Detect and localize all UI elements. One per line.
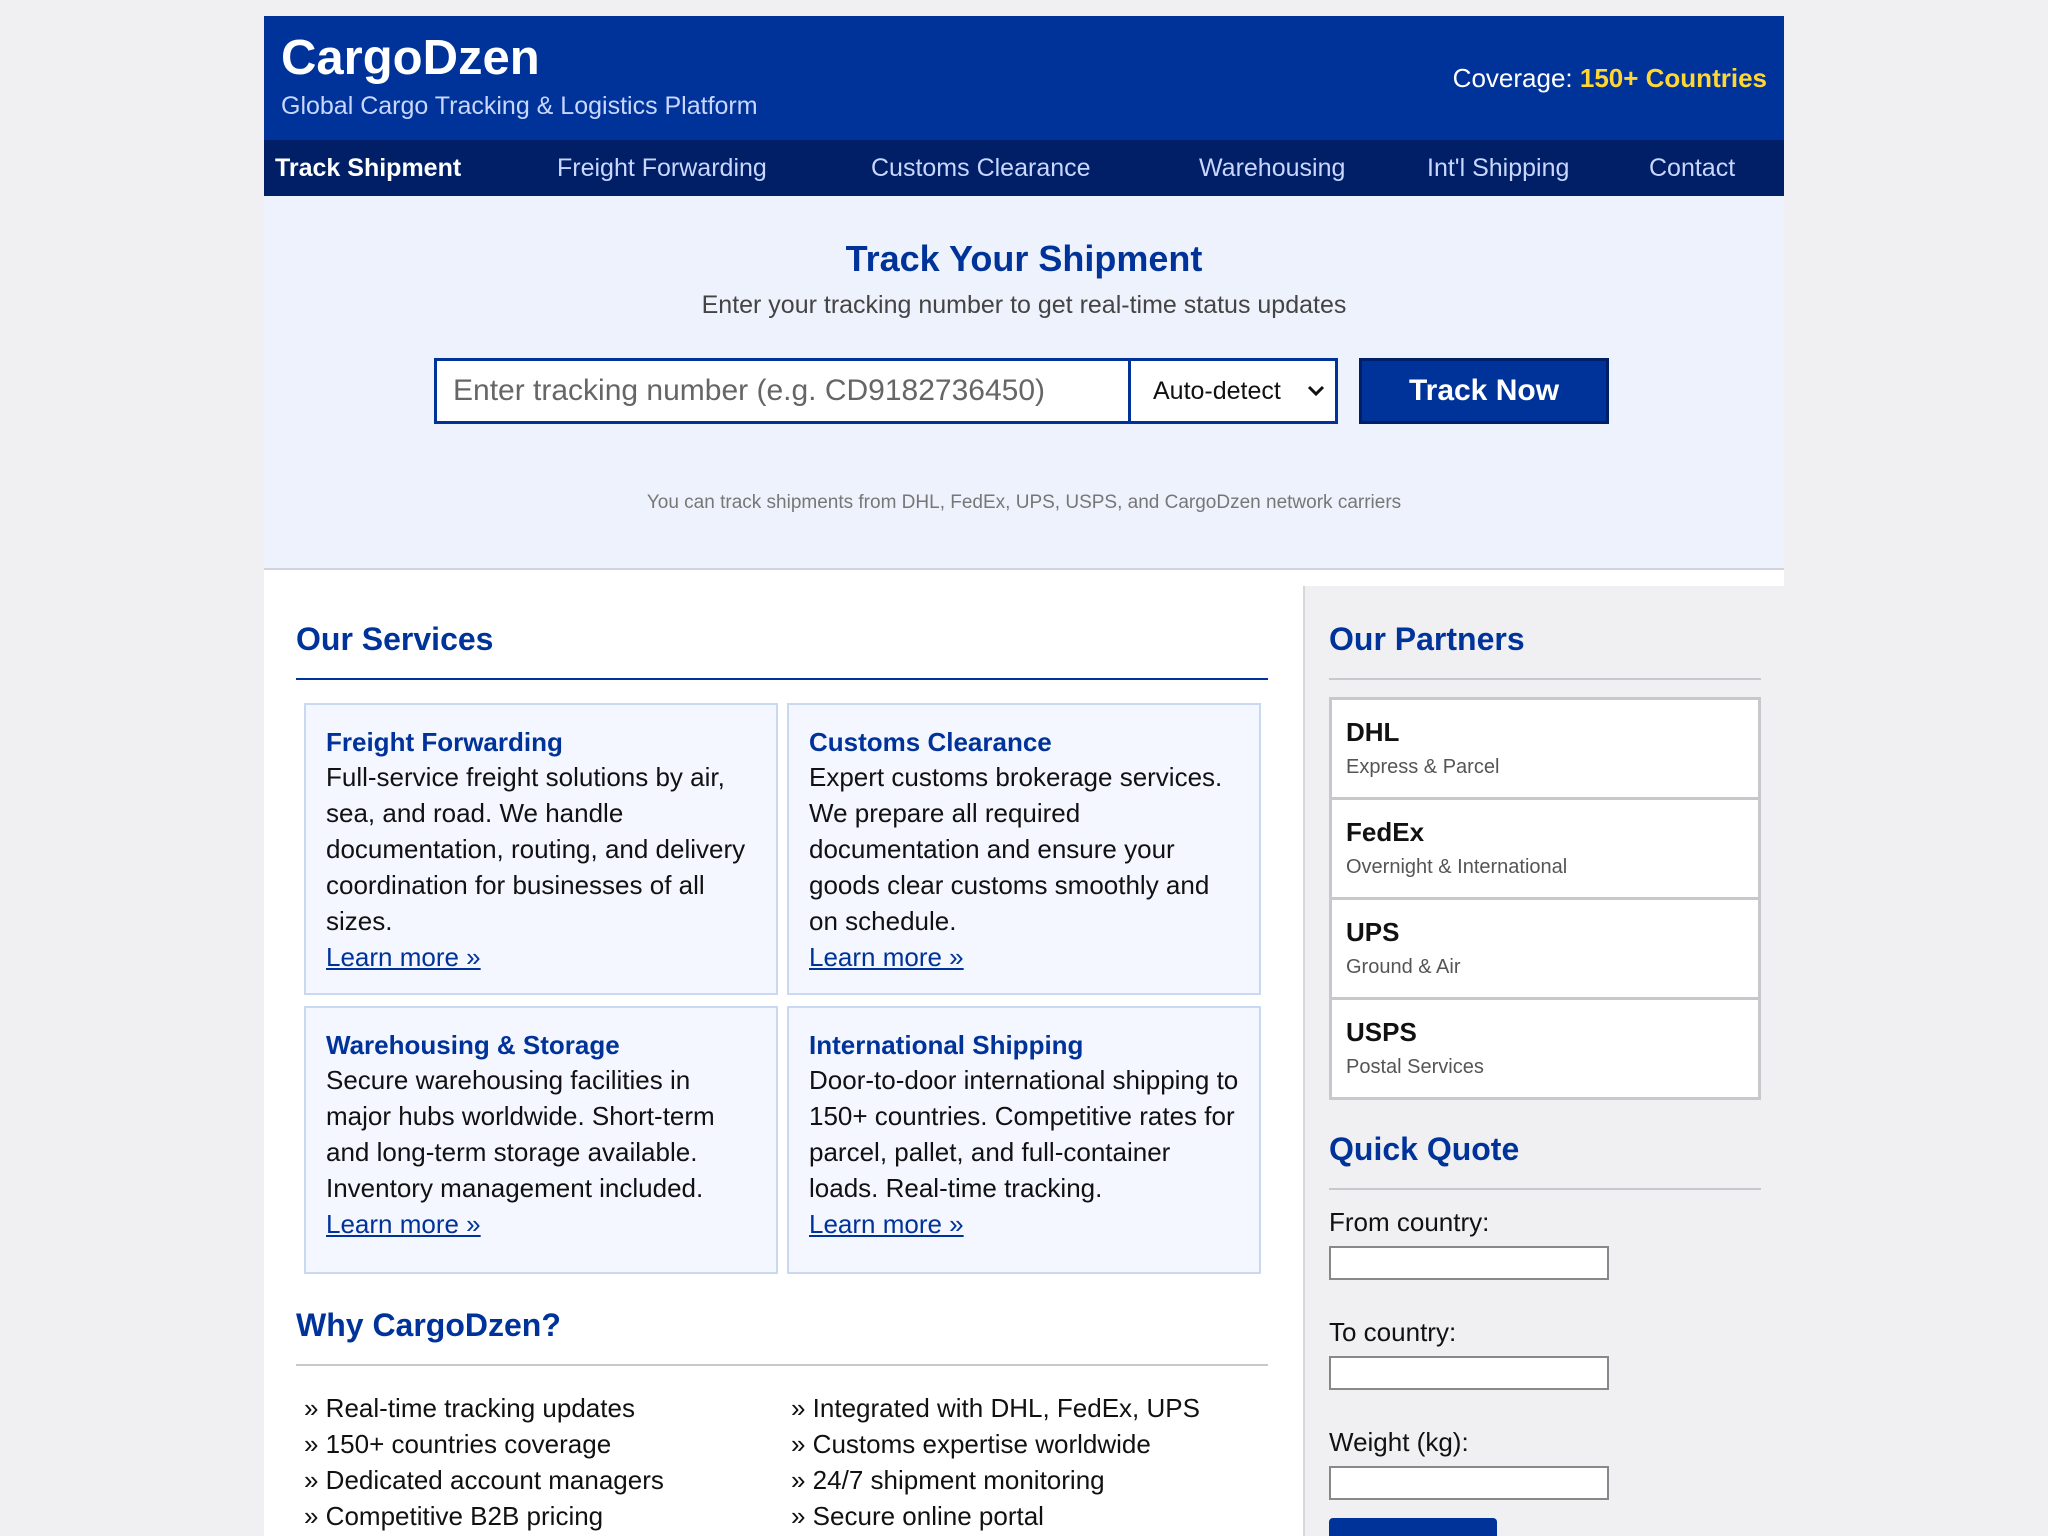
learn-more-link[interactable]: Learn more » (326, 942, 481, 972)
service-card-text: major hubs worldwide. Short-term (326, 1101, 715, 1131)
partners-list (1329, 697, 1761, 1100)
site-header (264, 16, 1784, 140)
hero-title: Track Your Shipment (845, 238, 1203, 279)
partner-description: Postal Services (1346, 1056, 1484, 1078)
partner-ups[interactable] (1332, 900, 1758, 1000)
partner-name: DHL (1346, 717, 1400, 747)
weight-label: Weight (kg): (1329, 1427, 1469, 1457)
service-card-text: documentation, routing, and delivery (326, 834, 746, 864)
nav-item-customs-clearance[interactable]: Customs Clearance (871, 154, 1091, 182)
why-list-item: » Customs expertise worldwide (791, 1429, 1151, 1459)
nav-item-warehousing[interactable]: Warehousing (1199, 154, 1346, 182)
coverage-info (1453, 62, 1767, 94)
partners-divider (1329, 678, 1761, 680)
why-list-item: » Secure online portal (791, 1501, 1044, 1531)
service-card-international-shipping (787, 1006, 1261, 1274)
nav-item-contact[interactable]: Contact (1649, 154, 1736, 182)
coverage-label: Coverage: (1452, 63, 1580, 93)
service-card-text: 150+ countries. Competitive rates for (809, 1101, 1235, 1131)
site-tagline: Global Cargo Tracking & Logistics Platform (281, 92, 758, 120)
track-now-button[interactable]: Track Now (1359, 358, 1609, 424)
service-card-text: sizes. (326, 906, 393, 936)
main-nav (264, 140, 1784, 196)
partner-name: USPS (1346, 1017, 1417, 1047)
nav-item-track-shipment[interactable]: Track Shipment (275, 154, 462, 182)
service-card-text: goods clear customs smoothly and (809, 870, 1210, 900)
service-card-text: Door-to-door international shipping to (809, 1065, 1239, 1095)
to-country-input[interactable] (1329, 1356, 1609, 1390)
partner-usps[interactable] (1332, 1000, 1758, 1097)
service-card-text: coordination for businesses of all (326, 870, 705, 900)
service-card-warehousing (304, 1006, 778, 1274)
service-card-text: and long-term storage available. (326, 1137, 698, 1167)
why-list-item: » Integrated with DHL, FedEx, UPS (791, 1393, 1200, 1423)
partner-description: Express & Parcel (1346, 756, 1500, 778)
service-card-title: Warehousing & Storage (326, 1030, 620, 1060)
page (264, 16, 1784, 1536)
from-country-input[interactable] (1329, 1246, 1609, 1280)
tracking-hero (264, 196, 1784, 570)
service-card-text: on schedule. (809, 906, 957, 936)
get-quote-button[interactable] (1329, 1518, 1497, 1536)
service-card-customs-clearance (787, 703, 1261, 995)
chevron-down-icon (1307, 361, 1325, 444)
partner-description: Overnight & International (1346, 856, 1568, 878)
learn-more-link[interactable]: Learn more » (809, 942, 964, 972)
weight-input[interactable] (1329, 1466, 1609, 1500)
quick-quote-divider (1329, 1188, 1761, 1190)
hero-subtitle: Enter your tracking number to get real-time status updates (701, 291, 1347, 319)
why-list-item: » 150+ countries coverage (304, 1429, 612, 1459)
service-card-text: parcel, pallet, and full-container (809, 1137, 1171, 1167)
service-card-freight-forwarding (304, 703, 778, 995)
services-divider (296, 678, 1268, 680)
partner-fedex[interactable] (1332, 800, 1758, 900)
service-card-text: Secure warehousing facilities in (326, 1065, 691, 1095)
coverage-value: 150+ Countries (1579, 63, 1767, 93)
nav-item-freight-forwarding[interactable]: Freight Forwarding (557, 154, 767, 182)
service-card-title: Freight Forwarding (326, 727, 563, 757)
why-list-item: » Competitive B2B pricing (304, 1501, 604, 1531)
quick-quote-heading: Quick Quote (1329, 1131, 1520, 1167)
partners-heading: Our Partners (1329, 621, 1525, 657)
nav-item-intl-shipping[interactable]: Int'l Shipping (1427, 154, 1570, 182)
why-heading: Why CargoDzen? (296, 1307, 561, 1343)
services-heading: Our Services (296, 621, 494, 657)
site-logo-title[interactable]: CargoDzen (281, 31, 540, 85)
supported-carriers-note: You can track shipments from DHL, FedEx, UPS, USPS, and CargoDzen network carriers (646, 492, 1402, 513)
service-card-text: Inventory management included. (326, 1173, 704, 1203)
partner-name: FedEx (1346, 817, 1425, 847)
learn-more-link[interactable]: Learn more » (809, 1209, 964, 1239)
why-list-item: » 24/7 shipment monitoring (791, 1465, 1105, 1495)
service-card-title: International Shipping (809, 1030, 1084, 1060)
to-country-label: To country: (1329, 1317, 1457, 1347)
service-card-text: documentation and ensure your (809, 834, 1175, 864)
partner-description: Ground & Air (1346, 956, 1461, 978)
service-card-text: We prepare all required (809, 798, 1081, 828)
carrier-select[interactable] (1128, 358, 1338, 424)
service-card-text: loads. Real-time tracking. (809, 1173, 1103, 1203)
service-card-text: Expert customs brokerage services. (809, 762, 1223, 792)
why-list-item: » Dedicated account managers (304, 1465, 664, 1495)
from-country-label: From country: (1329, 1207, 1490, 1237)
sidebar (1303, 586, 1784, 1536)
service-card-text: Full-service freight solutions by air, (326, 762, 725, 792)
partner-dhl[interactable] (1332, 700, 1758, 800)
why-list-item: » Real-time tracking updates (304, 1393, 635, 1423)
service-card-title: Customs Clearance (809, 727, 1052, 757)
service-card-text: sea, and road. We handle (326, 798, 624, 828)
carrier-select-value: Auto-detect (1153, 377, 1281, 405)
partner-name: UPS (1346, 917, 1400, 947)
why-divider (296, 1364, 1268, 1366)
tracking-number-input[interactable] (434, 358, 1128, 424)
learn-more-link[interactable]: Learn more » (326, 1209, 481, 1239)
